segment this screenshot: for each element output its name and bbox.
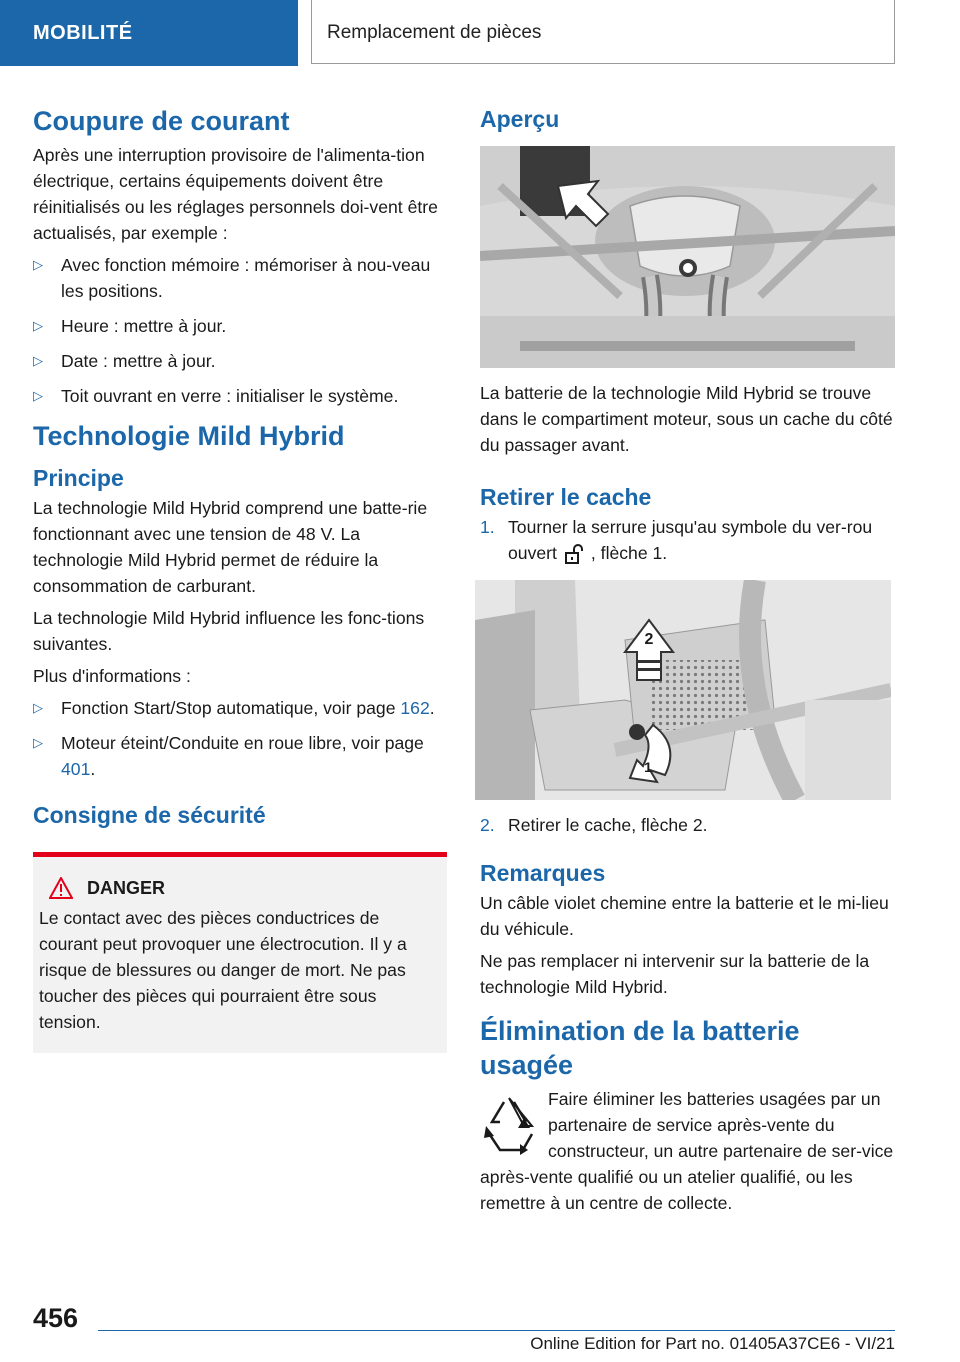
page-header [0,0,960,66]
list-item: 2. Retirer le cache, flèche 2. [480,815,708,835]
warning-triangle-icon [49,877,73,899]
danger-text: Le contact avec des pièces conductrices de courant peut provoquer une électrocution. Il y a risque de blessures ou danger de mort. Ne pas toucher des pièces qui pourraient être sous tension. [39,908,407,1032]
principle-heading: Principe [33,465,124,491]
reference-list [33,695,447,782]
left-column [33,98,447,1053]
notes-paragraph: Un câble violet chemine entre la batterie et le mi-lieu du véhicule. [480,893,889,939]
unlocked-lock-icon [563,543,585,565]
triangle-bullet-icon: ▷ [33,700,43,715]
right-column [480,98,895,1222]
list-item: ▷ Moteur éteint/Conduite en roue libre, voir page 401. [33,730,447,782]
disposal-block [480,1086,895,1216]
triangle-bullet-icon: ▷ [33,735,43,750]
list-item: 1. Tourner la serrure jusqu'au symbole du ver-rou ouvert , flèche 1. [480,514,895,566]
triangle-bullet-icon: ▷ [33,353,43,368]
list-item: ▷ Avec fonction mémoire : mémoriser à nou-veau les positions. [33,252,447,304]
overview-paragraph: La batterie de la technologie Mild Hybrid se trouve dans le compartiment moteur, sous un cache du côté du passager avant. [480,383,893,455]
danger-box [33,852,447,1053]
principle-paragraph: La technologie Mild Hybrid influence les fonc-tions suivantes. [33,608,425,654]
list-item: ▷ Heure : mettre à jour. [33,313,447,339]
remove-cover-heading: Retirer le cache [480,484,652,510]
overview-heading: Aperçu [480,106,560,132]
list-item: ▷ Date : mettre à jour. [33,348,447,374]
triangle-bullet-icon: ▷ [33,257,43,272]
safety-heading: Consigne de sécurité [33,802,266,828]
power-outage-intro: Après une interruption provisoire de l'alimenta-tion électrique, certains équipements doivent être réinitialisés ou les réglages personnels doi-vent être actualisés, par exemple : [33,145,438,243]
triangle-bullet-icon: ▷ [33,318,43,333]
edition-footer: Online Edition for Part no. 01405A37CE6 - VI/21 [530,1334,895,1353]
power-outage-list [33,252,447,409]
battery-cover-figure [475,580,891,800]
section-tab[interactable]: MOBILITÉ [0,0,298,66]
list-item: ▷ Fonction Start/Stop automatique, voir page 162. [33,695,447,721]
footer-divider [98,1330,895,1331]
engine-bay-figure [480,146,895,368]
page-link-401[interactable]: 401 [61,759,91,779]
page-number: 456 [33,1303,79,1333]
steps-list-1 [480,514,895,566]
steps-list-2 [480,812,895,838]
danger-title: DANGER [49,877,435,899]
recycle-icon [480,1092,538,1156]
more-info-label: Plus d'informations : [33,666,191,686]
power-outage-heading: Coupure de courant [33,106,290,136]
list-item: ▷ Toit ouvrant en verre : initialiser le système. [33,383,447,409]
mild-hybrid-heading: Technologie Mild Hybrid [33,421,345,451]
disposal-paragraph: Faire éliminer les batteries usagées par un partenaire de service après-vente du constructeur, un autre partenaire de ser-vice après-vente qualifié ou un atelier qualifié, ou les remettre à un centre de collecte. [480,1089,894,1213]
notes-paragraph: Ne pas remplacer ni intervenir sur la batterie de la technologie Mild Hybrid. [480,951,870,997]
disposal-heading: Élimination de la batterie usagée [480,1016,800,1080]
figure-label-1: 1 [644,759,652,775]
page-link-162[interactable]: 162 [400,698,430,718]
figure-label-2: 2 [644,631,654,648]
principle-paragraph: La technologie Mild Hybrid comprend une batte-rie fonctionnant avec une tension de 48 V. La technologie Mild Hybrid permet de réduire la consommation de carburant. [33,498,428,596]
triangle-bullet-icon: ▷ [33,388,43,403]
notes-heading: Remarques [480,860,606,886]
chapter-title: Remplacement de pièces [311,0,895,64]
